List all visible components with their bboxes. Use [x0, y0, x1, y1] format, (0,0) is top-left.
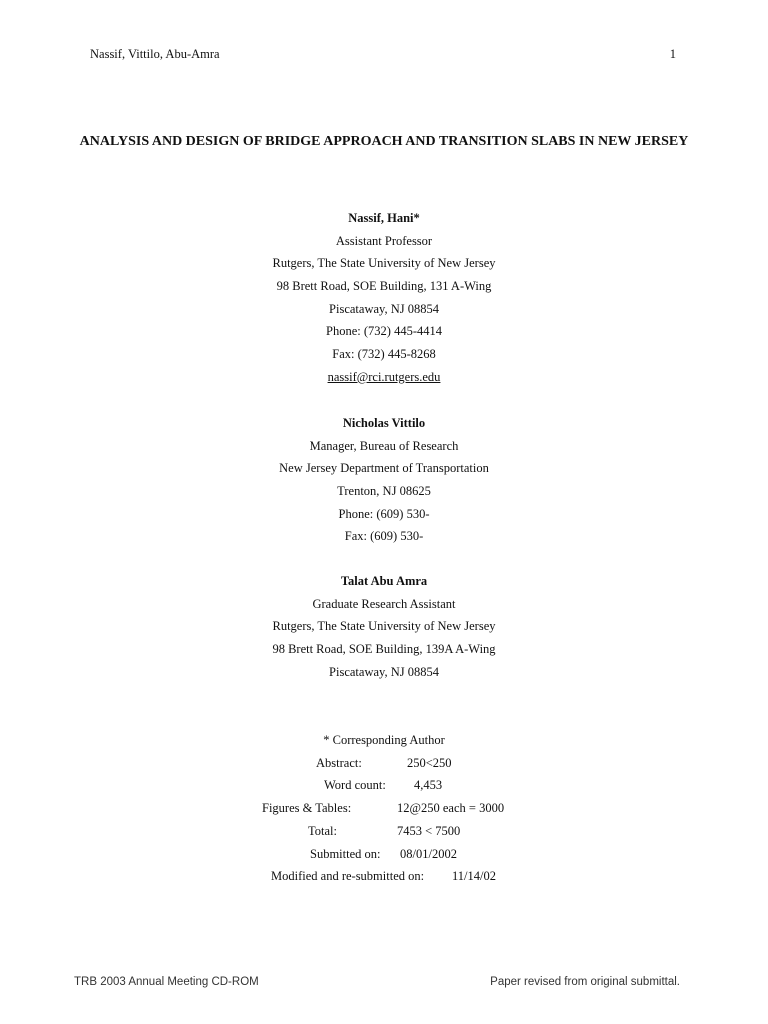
- abstract-value: 250<250: [407, 756, 452, 770]
- total-value: 7453 < 7500: [397, 824, 461, 838]
- footer-note: Paper revised from original submittal.: [490, 976, 680, 988]
- submitted-label: Submitted on:: [310, 847, 381, 861]
- figures-value: 12@250 each = 3000: [397, 801, 505, 815]
- figures-label: Figures & Tables:: [262, 801, 352, 815]
- corresponding-author-note: [0, 729, 768, 752]
- author-fax: Fax: (609) 530-: [344, 529, 424, 544]
- author-affiliation: Rutgers, The State University of New Jersey: [272, 619, 496, 634]
- author-phone: Phone: (609) 530-: [338, 506, 430, 521]
- author-phone: Phone: (732) 445-4414: [326, 324, 442, 339]
- modified-label: Modified and re-submitted on:: [271, 869, 425, 883]
- footer-conference: TRB 2003 Annual Meeting CD-ROM: [74, 976, 259, 988]
- abstract-label: Abstract:: [316, 756, 362, 770]
- author-email-link[interactable]: nassif@rci.rutgers.edu: [327, 369, 441, 384]
- author-block-vittilo: [0, 412, 768, 548]
- word-count-value: 4,453: [414, 778, 443, 792]
- author-block-nassif: [0, 207, 768, 389]
- author-fax: Fax: (732) 445-8268: [332, 347, 436, 362]
- author-affiliation: New Jersey Department of Transportation: [279, 461, 489, 476]
- page-number: 1: [669, 47, 676, 61]
- author-city: Piscataway, NJ 08854: [329, 664, 439, 679]
- paper-title: ANALYSIS AND DESIGN OF BRIDGE APPROACH AND TRANSITION SLABS IN NEW JERSEY: [79, 134, 689, 149]
- author-city: Piscataway, NJ 08854: [329, 301, 439, 316]
- modified-value: 11/14/02: [452, 869, 496, 883]
- author-name: Talat Abu Amra: [340, 574, 428, 588]
- submitted-value: 08/01/2002: [400, 847, 457, 861]
- author-name: Nicholas Vittilo: [342, 416, 426, 430]
- author-address: 98 Brett Road, SOE Building, 139A A-Wing: [272, 642, 496, 657]
- running-header-authors: Nassif, Vittilo, Abu-Amra: [90, 47, 220, 61]
- author-position: Assistant Professor: [335, 233, 433, 248]
- author-position: Graduate Research Assistant: [312, 596, 456, 611]
- author-position: Manager, Bureau of Research: [309, 438, 459, 453]
- author-address: 98 Brett Road, SOE Building, 131 A-Wing: [276, 279, 492, 294]
- author-city: Trenton, NJ 08625: [337, 484, 431, 499]
- author-name: Nassif, Hani*: [348, 211, 420, 225]
- word-count-label: Word count:: [324, 778, 386, 792]
- corresponding-author-text: * Corresponding Author: [323, 733, 445, 747]
- author-block-abu-amra: [0, 570, 768, 683]
- author-affiliation: Rutgers, The State University of New Jersey: [272, 256, 496, 271]
- total-label: Total:: [308, 824, 337, 838]
